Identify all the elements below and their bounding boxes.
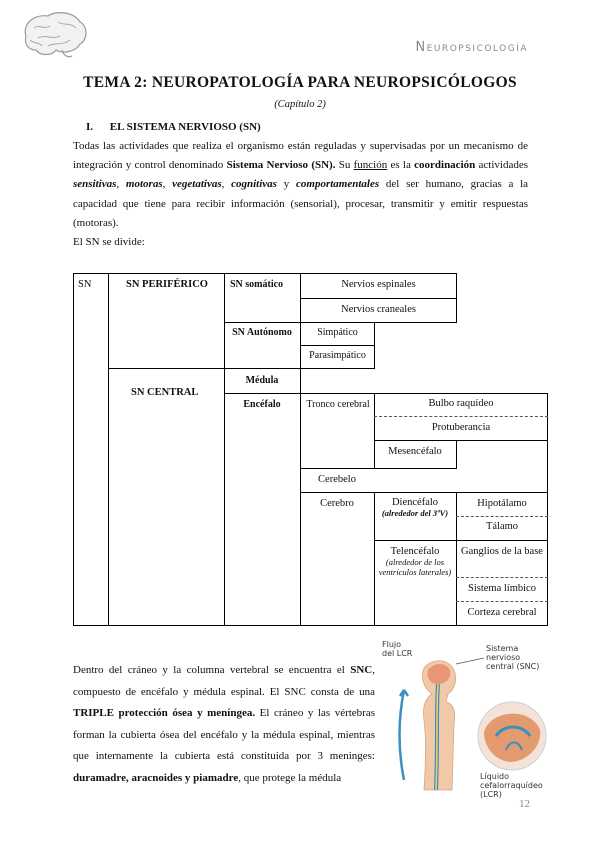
intro-paragraph: Todas las actividades que realiza el organismo están reguladas y supervisadas por un mecanismo de integración y control denominado Sistema Nervioso (SN). Su función es la coordinación actividades sensitivas, motoras, vegetativas, cognitivas y comportamentales del ser humano, gracias a la capacidad que tiene para recibir información (sensorial), procesar, transmitir y emitir respuestas (motoras). (73, 140, 529, 229)
figure-label-lcr: Líquido cefalorraquídeo (LCR) (480, 772, 543, 799)
page-subtitle: (Capítulo 2) (274, 99, 326, 110)
cell-periferico: SN PERIFÉRICO (126, 279, 208, 290)
cell-talamo: Tálamo (485, 521, 519, 532)
section-number: I. (86, 121, 94, 133)
cell-somatico: SN somático (230, 279, 284, 290)
cell-bulbo: Bulbo raquídeo (428, 398, 494, 409)
cell-corteza: Corteza cerebral (467, 607, 537, 618)
brain-logo-icon (18, 10, 90, 60)
bottom-paragraph: Dentro del cráneo y la columna vertebral se encuentra el SNC, compuesto de encéfalo y médula espinal. El SNC consta de una TRIPLE protección ósea y meníngea. El cráneo y las vértebras forman la cubierta ósea del encéfalo y la médula espinal, mientras que internamente la cubierta está constituida por 3 meninges: duramadre, aracnoides y piamadre, que protege la médula (73, 664, 376, 784)
cell-espinales: Nervios espinales (341, 279, 416, 290)
cell-cerebro: Cerebro (320, 498, 354, 509)
figure-label-snc: Sistema nervioso central (SNC) (486, 644, 540, 671)
intro-lead: El SN se divide: (73, 236, 145, 248)
cell-sn: SN (78, 279, 92, 290)
cell-simpatico: Simpático (317, 327, 358, 338)
page-title: TEMA 2: NEUROPATOLOGÍA PARA NEUROPSICÓLOGOS (83, 74, 517, 91)
cell-parasimpatico: Parasimpático (309, 350, 366, 361)
section-title: EL SISTEMA NERVIOSO (SN) (109, 121, 261, 133)
cell-encefalo: Encéfalo (243, 399, 281, 410)
cell-telencefalo: Telencéfalo (alrededor de los ventrículos laterales) (378, 546, 452, 577)
cell-diencefalo: Diencéfalo (alrededor del 3ºV) (381, 497, 449, 518)
figure-label-flujo: Flujo del LCR (382, 640, 413, 658)
cell-cerebelo: Cerebelo (318, 474, 356, 485)
section-heading (86, 121, 261, 133)
page-number: 12 (519, 798, 530, 810)
cell-mesencefalo: Mesencéfalo (388, 446, 442, 457)
cell-tronco: Tronco cerebral (306, 399, 370, 410)
cell-hipotalamo: Hipotálamo (477, 498, 527, 509)
cell-protuberancia: Protuberancia (431, 422, 491, 433)
cns-figure (380, 640, 548, 799)
cell-craneales: Nervios craneales (341, 304, 416, 315)
header-brand: Neuropsicología (415, 40, 528, 55)
cell-autonomo: SN Autónomo (232, 327, 292, 338)
cell-ganglios: Ganglios de la base (461, 546, 543, 557)
cell-medula: Médula (245, 375, 279, 386)
cell-central: SN CENTRAL (131, 387, 199, 398)
cell-limbico: Sistema límbico (468, 583, 536, 594)
